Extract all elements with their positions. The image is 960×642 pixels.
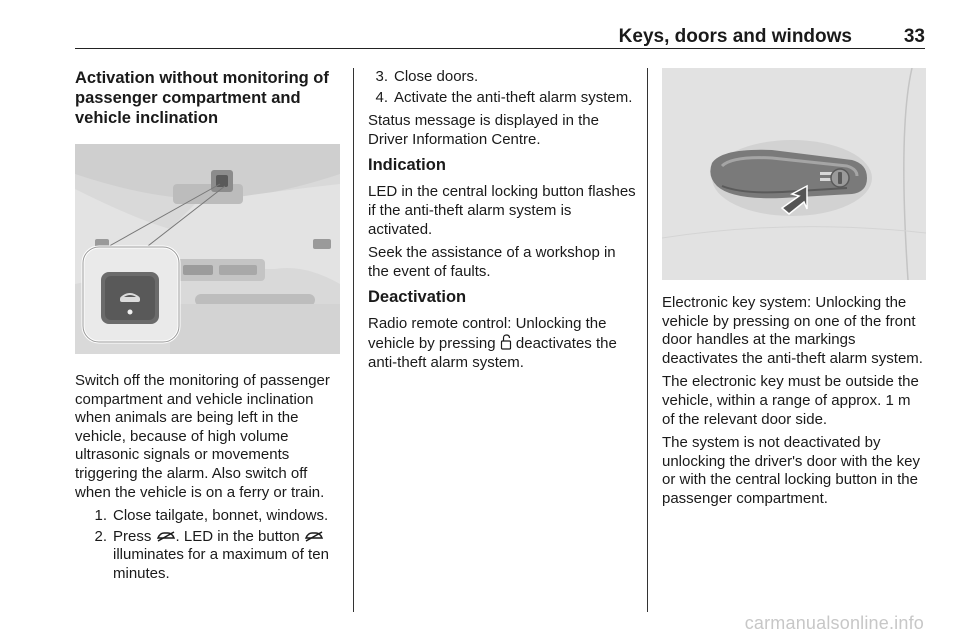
heading-activation-without-monitoring: Activation without monitoring of passenger compartment and vehicle inclination — [75, 69, 329, 127]
deactivation-paragraph — [368, 315, 636, 372]
not-deactivated-paragraph: The system is not deactivated by unlocking the driver's door with the key or with the central locking button in the passenger compartment. — [662, 434, 920, 507]
steps-list-part2 — [368, 68, 636, 107]
column-middle — [368, 68, 636, 377]
step-3 — [368, 68, 636, 87]
step-2 — [75, 528, 345, 584]
deactivation-text-a: Radio remote control: Unlocking the vehicle by pressing — [368, 315, 607, 352]
heading-indication: Indication — [368, 156, 446, 175]
section-title: Keys, doors and windows — [618, 26, 852, 47]
steps-list-part1 — [75, 507, 345, 583]
watermark: carmanualsonline.info — [744, 613, 924, 633]
step-text — [113, 528, 345, 584]
column-right — [662, 68, 926, 514]
step-number: 3. — [375, 68, 388, 85]
column-left — [75, 68, 345, 589]
step-text-c: illuminates for a maximum of ten minutes. — [113, 546, 329, 582]
deactivation-text-b: deactivates the anti-theft alarm system. — [368, 334, 617, 371]
page-header — [75, 24, 925, 49]
column-divider — [353, 68, 354, 612]
monitoring-paragraph: Switch off the monitoring of passenger compartment and vehicle inclination when animals are being left in the vehicle, because of high volume ultrasonic signals or movements triggering the alarm. Also switch off when the vehicle is on a ferry or train. — [75, 372, 330, 501]
step-4 — [368, 89, 636, 108]
faults-paragraph: Seek the assistance of a workshop in the event of faults. — [368, 244, 616, 280]
indication-paragraph: LED in the central locking button flashes if the anti-theft alarm system is activated. — [368, 183, 636, 238]
step-number: 1. — [94, 507, 107, 525]
step-text-a: Press — [113, 527, 156, 545]
step-1 — [75, 507, 345, 526]
status-message-paragraph: Status message is displayed in the Driver Information Centre. — [368, 112, 599, 148]
unlock-icon — [500, 334, 512, 350]
electronic-key-paragraph: Electronic key system: Unlocking the vehicle by pressing on one of the front door handles at the markings deactivates the anti-theft alarm system. — [662, 294, 923, 367]
step-number: 2. — [94, 527, 107, 545]
key-range-paragraph: The electronic key must be outside the vehicle, within a range of approx. 1 m of the relevant door side. — [662, 373, 919, 428]
step-text: Activate the anti-theft alarm system. — [394, 88, 633, 106]
column-divider — [647, 68, 648, 612]
car-monitoring-icon — [156, 529, 176, 543]
step-text-b: . LED in the button — [175, 527, 304, 545]
heading-deactivation: Deactivation — [368, 288, 467, 307]
step-text: Close tailgate, bonnet, windows. — [113, 507, 329, 525]
page-number: 33 — [903, 26, 925, 47]
door-handle-illustration — [662, 68, 926, 280]
step-text: Close doors. — [394, 68, 479, 85]
roof-console-illustration — [75, 144, 340, 354]
step-number: 4. — [375, 88, 388, 106]
car-monitoring-icon — [304, 529, 324, 543]
